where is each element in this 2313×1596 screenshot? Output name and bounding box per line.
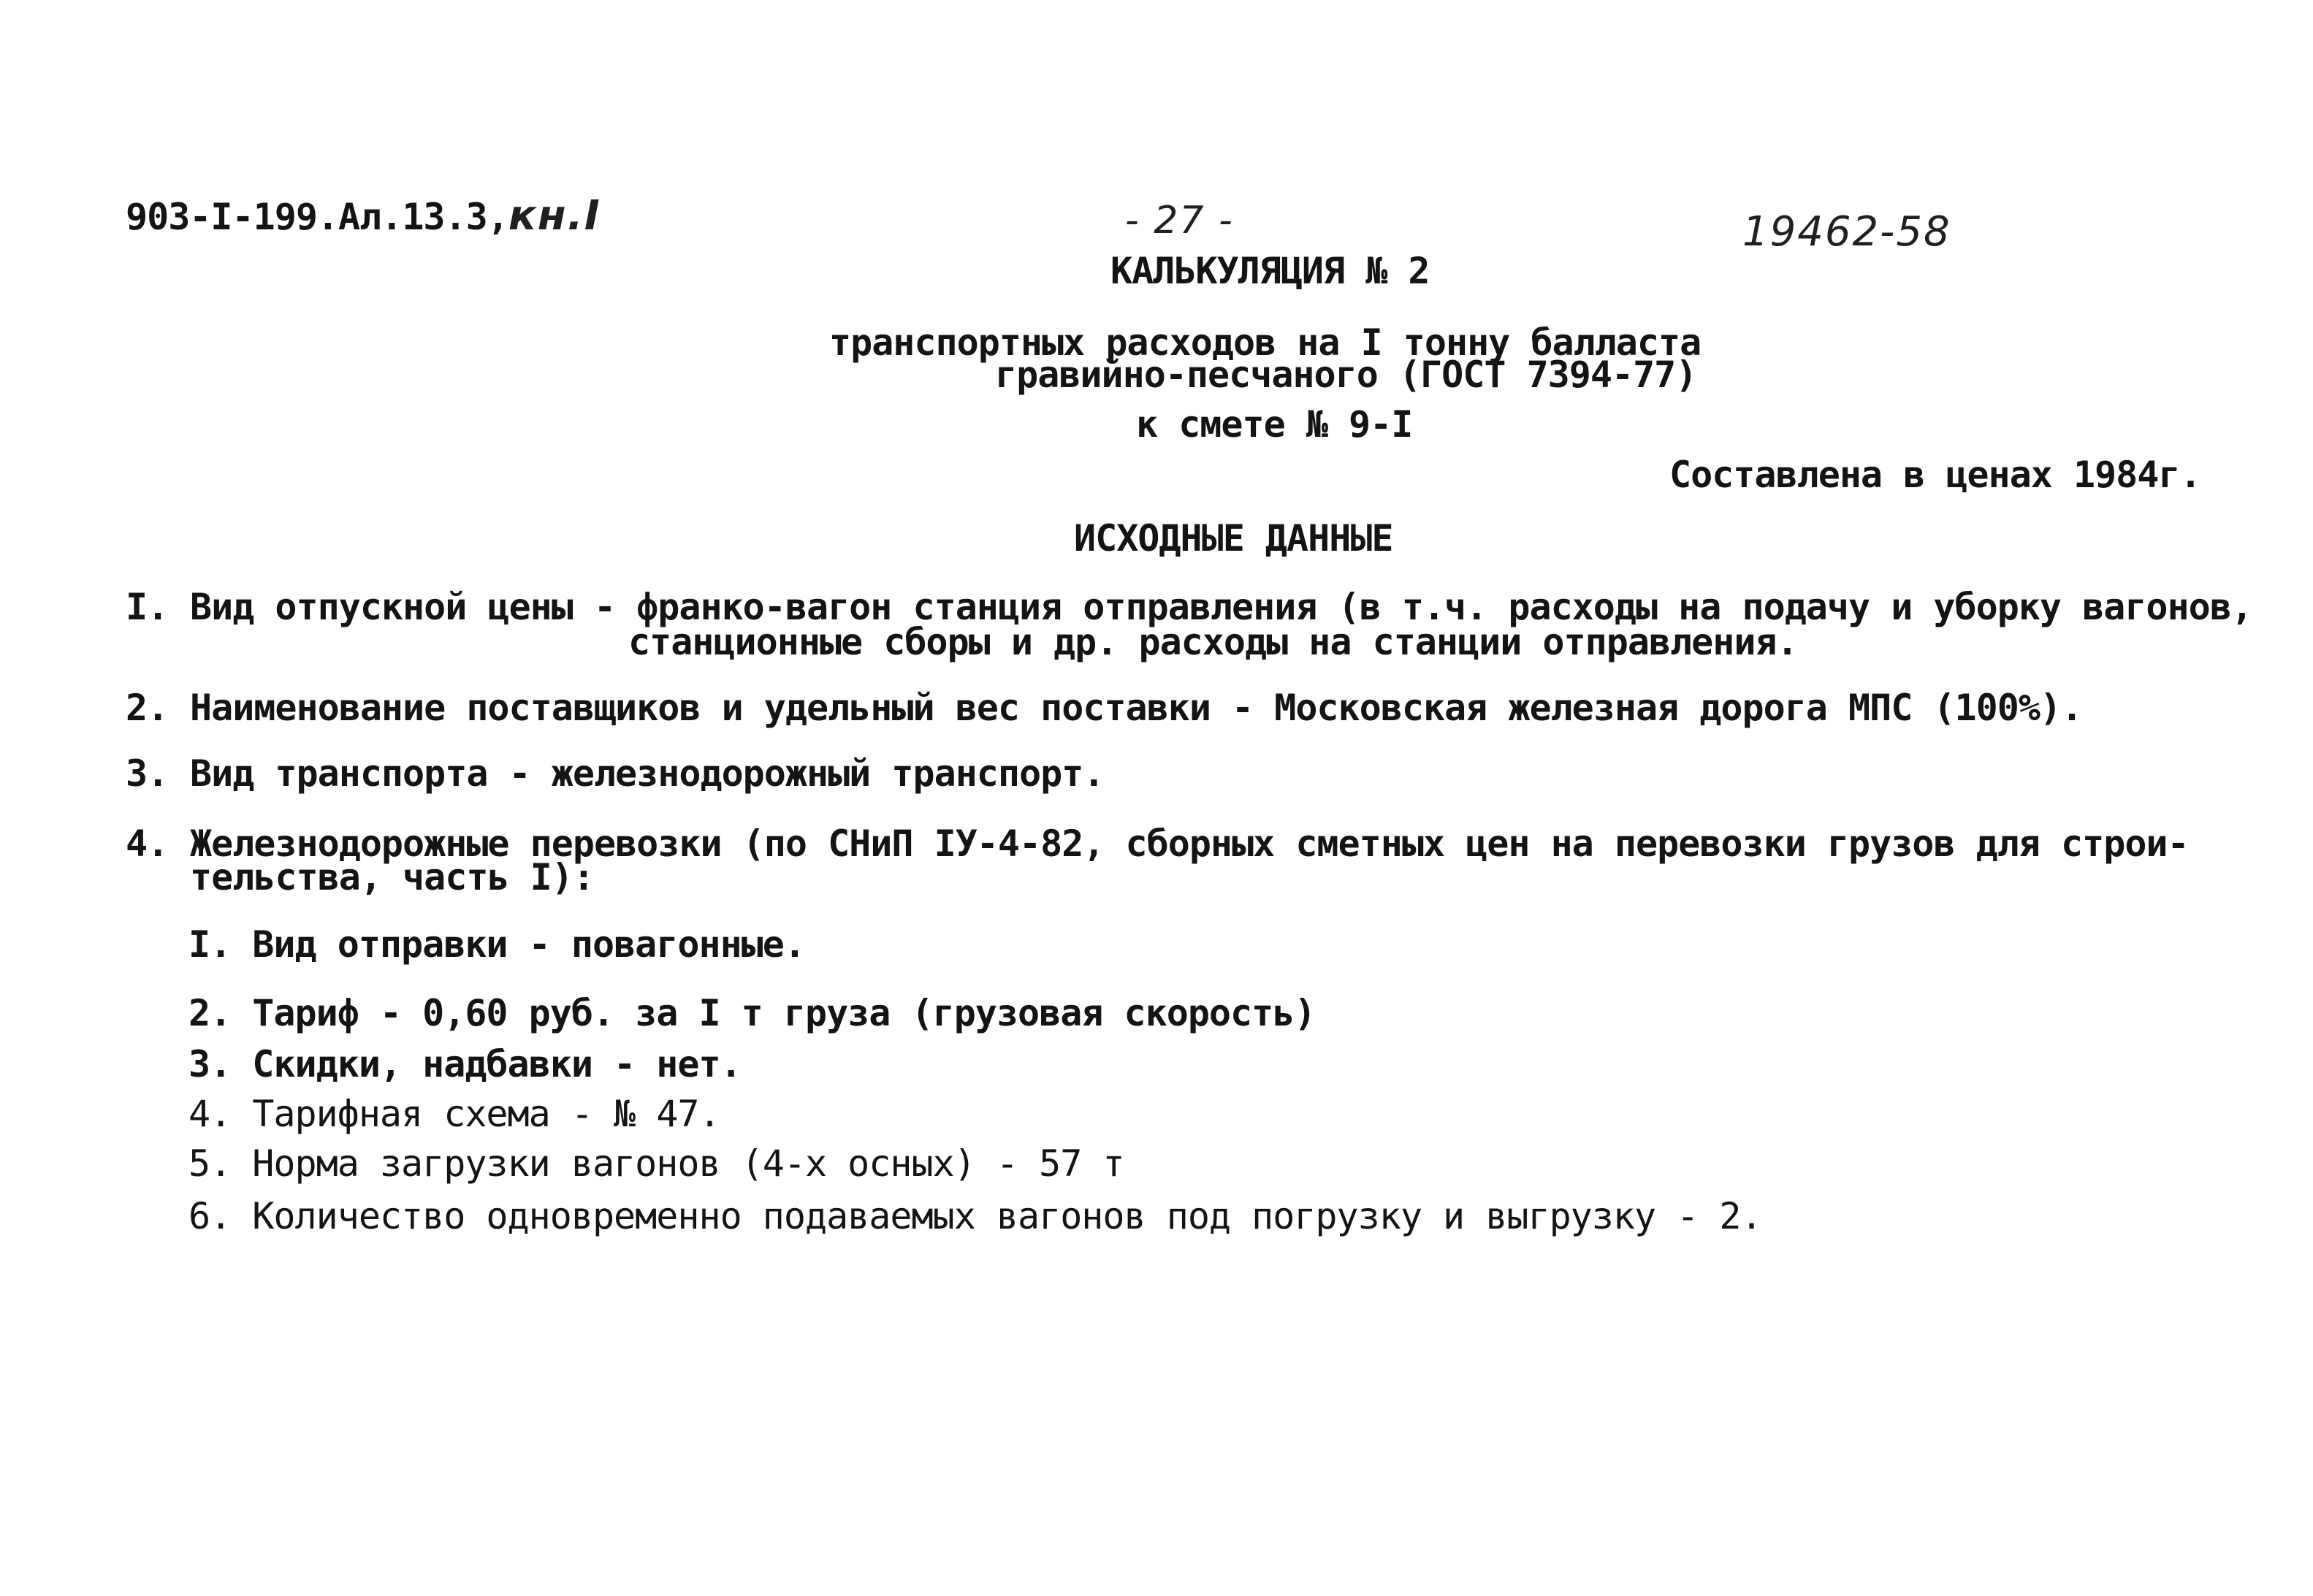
list-item-number: I. — [126, 586, 169, 628]
section-heading: ИСХОДНЫЕ ДАННЫЕ — [1074, 517, 1393, 560]
document-number: 19462-58 — [1742, 208, 1951, 256]
sub-list-item: 5. Норма загрузки вагонов (4-х осных) - 57 т — [188, 1142, 1124, 1185]
title-subject-line-2: гравийно-песчаного (ГОСТ 7394-77) — [995, 354, 1697, 396]
list-item-number: 4. — [126, 822, 169, 865]
document-code — [126, 192, 601, 240]
page-number: - 27 - — [1125, 199, 1234, 243]
title-subject-line-1: транспортных расходов на I тонну балласта — [829, 321, 1702, 364]
list-item-text-continued: станционные сборы и др. расходы на станции отправления. — [628, 621, 1798, 663]
sub-list-item: 6. Количество одновременно подаваемых вагонов под погрузку и выгрузку - 2. — [188, 1195, 1762, 1237]
sub-list-item: 3. Скидки, надбавки - нет. — [188, 1043, 742, 1085]
sub-list-item: I. Вид отправки - повагонные. — [188, 923, 805, 966]
title-estimate-ref: к смете № 9-I — [1136, 403, 1413, 446]
calculation-title: КАЛЬКУЛЯЦИЯ № 2 — [1110, 250, 1430, 292]
list-item-text-continued: тельства, часть I): — [190, 856, 594, 898]
list-item-number: 3. — [126, 752, 169, 795]
sub-list-item: 2. Тариф - 0,60 руб. за I т груза (грузовая скорость) — [188, 992, 1316, 1034]
list-item-text: Наименование поставщиков и удельный вес поставки - Московская железная дорога МПС (100%). — [190, 687, 2083, 729]
prices-note: Составлена в ценах 1984г. — [1669, 454, 2201, 496]
list-item-text: Вид транспорта - железнодорожный транспорт. — [190, 752, 1105, 795]
list-item-text: Железнодорожные перевозки (по СНиП IУ-4-82, сборных сметных цен на перевозки грузов для строи- — [190, 822, 2189, 865]
list-item-number: 2. — [126, 687, 169, 729]
sub-list-item: 4. Тарифная схема - № 47. — [188, 1093, 720, 1135]
list-item-text: Вид отпускной цены - франко-вагон станция отправления (в т.ч. расходы на подачу и уборку вагонов, — [190, 586, 2252, 628]
document-code-handwritten: кн.I — [508, 192, 601, 240]
document-code-printed: 903-I-199.Ал.13.3, — [126, 196, 508, 238]
